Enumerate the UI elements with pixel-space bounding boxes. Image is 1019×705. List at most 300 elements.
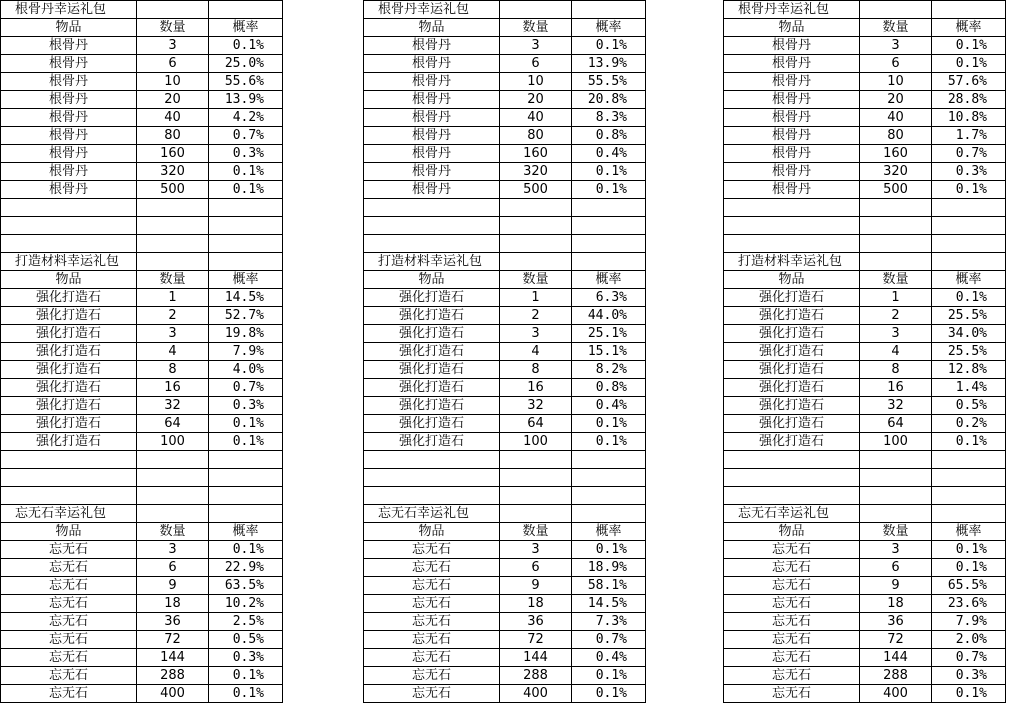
prob-cell[interactable]: 44.0% — [572, 307, 646, 325]
empty-cell[interactable] — [572, 469, 646, 487]
item-cell[interactable]: 根骨丹 — [1, 55, 137, 73]
item-cell[interactable]: 根骨丹 — [364, 37, 500, 55]
prob-cell[interactable]: 34.0% — [932, 325, 1006, 343]
item-cell[interactable]: 忘无石 — [1, 541, 137, 559]
item-cell[interactable]: 忘无石 — [724, 577, 860, 595]
qty-cell[interactable]: 3 — [137, 37, 209, 55]
qty-cell[interactable]: 64 — [860, 415, 932, 433]
item-cell[interactable]: 根骨丹 — [724, 145, 860, 163]
qty-cell[interactable]: 4 — [137, 343, 209, 361]
empty-cell[interactable] — [572, 505, 646, 523]
empty-cell[interactable] — [932, 487, 1006, 505]
prob-cell[interactable]: 0.7% — [932, 649, 1006, 667]
empty-cell[interactable] — [724, 451, 860, 469]
item-cell[interactable]: 根骨丹 — [1, 163, 137, 181]
item-cell[interactable]: 忘无石 — [364, 595, 500, 613]
prob-cell[interactable]: 0.1% — [209, 433, 283, 451]
qty-cell[interactable]: 80 — [500, 127, 572, 145]
qty-cell[interactable]: 3 — [860, 325, 932, 343]
item-cell[interactable]: 强化打造石 — [724, 379, 860, 397]
item-cell[interactable]: 忘无石 — [364, 631, 500, 649]
empty-cell[interactable] — [209, 235, 283, 253]
item-cell[interactable]: 忘无石 — [724, 649, 860, 667]
prob-cell[interactable]: 7.9% — [932, 613, 1006, 631]
empty-cell[interactable] — [860, 469, 932, 487]
header-item-cell[interactable]: 物品 — [364, 19, 500, 37]
item-cell[interactable]: 强化打造石 — [724, 397, 860, 415]
qty-cell[interactable]: 320 — [137, 163, 209, 181]
qty-cell[interactable]: 10 — [860, 73, 932, 91]
item-cell[interactable]: 根骨丹 — [364, 109, 500, 127]
empty-cell[interactable] — [572, 487, 646, 505]
qty-cell[interactable]: 36 — [860, 613, 932, 631]
item-cell[interactable]: 强化打造石 — [724, 343, 860, 361]
item-cell[interactable]: 强化打造石 — [724, 433, 860, 451]
prob-cell[interactable]: 0.4% — [572, 397, 646, 415]
qty-cell[interactable]: 144 — [500, 649, 572, 667]
prob-cell[interactable]: 0.1% — [572, 541, 646, 559]
prob-cell[interactable]: 55.6% — [209, 73, 283, 91]
prob-cell[interactable]: 0.1% — [572, 415, 646, 433]
qty-cell[interactable]: 2 — [860, 307, 932, 325]
qty-cell[interactable]: 16 — [500, 379, 572, 397]
empty-cell[interactable] — [724, 235, 860, 253]
prob-cell[interactable]: 0.1% — [932, 433, 1006, 451]
empty-cell[interactable] — [500, 199, 572, 217]
empty-cell[interactable] — [1, 217, 137, 235]
prob-cell[interactable]: 0.1% — [932, 55, 1006, 73]
qty-cell[interactable]: 4 — [860, 343, 932, 361]
prob-cell[interactable]: 0.3% — [932, 163, 1006, 181]
qty-cell[interactable]: 64 — [137, 415, 209, 433]
item-cell[interactable]: 强化打造石 — [364, 289, 500, 307]
prob-cell[interactable]: 4.0% — [209, 361, 283, 379]
empty-cell[interactable] — [932, 1, 1006, 19]
qty-cell[interactable]: 40 — [137, 109, 209, 127]
prob-cell[interactable]: 0.5% — [209, 631, 283, 649]
empty-cell[interactable] — [1, 199, 137, 217]
qty-cell[interactable]: 320 — [860, 163, 932, 181]
qty-cell[interactable]: 9 — [137, 577, 209, 595]
item-cell[interactable]: 根骨丹 — [1, 37, 137, 55]
empty-cell[interactable] — [364, 487, 500, 505]
qty-cell[interactable]: 6 — [137, 559, 209, 577]
empty-cell[interactable] — [209, 469, 283, 487]
prob-cell[interactable]: 1.4% — [932, 379, 1006, 397]
qty-cell[interactable]: 160 — [137, 145, 209, 163]
qty-cell[interactable]: 9 — [500, 577, 572, 595]
empty-cell[interactable] — [500, 235, 572, 253]
item-cell[interactable]: 忘无石 — [1, 685, 137, 703]
prob-cell[interactable]: 8.2% — [572, 361, 646, 379]
empty-cell[interactable] — [1, 487, 137, 505]
header-prob-cell[interactable]: 概率 — [209, 271, 283, 289]
qty-cell[interactable]: 18 — [860, 595, 932, 613]
table-title-cell[interactable]: 根骨丹幸运礼包 — [364, 1, 500, 19]
qty-cell[interactable]: 400 — [860, 685, 932, 703]
qty-cell[interactable]: 64 — [500, 415, 572, 433]
empty-cell[interactable] — [860, 1, 932, 19]
item-cell[interactable]: 根骨丹 — [364, 181, 500, 199]
header-qty-cell[interactable]: 数量 — [860, 19, 932, 37]
empty-cell[interactable] — [209, 1, 283, 19]
item-cell[interactable]: 根骨丹 — [1, 181, 137, 199]
empty-cell[interactable] — [364, 469, 500, 487]
prob-cell[interactable]: 0.7% — [932, 145, 1006, 163]
prob-cell[interactable]: 0.1% — [932, 559, 1006, 577]
empty-cell[interactable] — [860, 217, 932, 235]
header-qty-cell[interactable]: 数量 — [860, 523, 932, 541]
item-cell[interactable]: 强化打造石 — [364, 415, 500, 433]
header-item-cell[interactable]: 物品 — [364, 271, 500, 289]
item-cell[interactable]: 强化打造石 — [364, 379, 500, 397]
empty-cell[interactable] — [932, 505, 1006, 523]
prob-cell[interactable]: 0.1% — [209, 415, 283, 433]
header-qty-cell[interactable]: 数量 — [137, 271, 209, 289]
qty-cell[interactable]: 8 — [860, 361, 932, 379]
item-cell[interactable]: 忘无石 — [364, 577, 500, 595]
prob-cell[interactable]: 0.1% — [572, 163, 646, 181]
empty-cell[interactable] — [572, 1, 646, 19]
item-cell[interactable]: 根骨丹 — [364, 127, 500, 145]
prob-cell[interactable]: 25.0% — [209, 55, 283, 73]
qty-cell[interactable]: 3 — [500, 541, 572, 559]
prob-cell[interactable]: 13.9% — [572, 55, 646, 73]
item-cell[interactable]: 忘无石 — [724, 595, 860, 613]
prob-cell[interactable]: 0.1% — [209, 37, 283, 55]
empty-cell[interactable] — [860, 505, 932, 523]
qty-cell[interactable]: 3 — [500, 325, 572, 343]
prob-cell[interactable]: 25.5% — [932, 307, 1006, 325]
item-cell[interactable]: 根骨丹 — [724, 127, 860, 145]
qty-cell[interactable]: 500 — [500, 181, 572, 199]
item-cell[interactable]: 忘无石 — [1, 631, 137, 649]
header-qty-cell[interactable]: 数量 — [500, 271, 572, 289]
prob-cell[interactable]: 0.1% — [932, 541, 1006, 559]
empty-cell[interactable] — [137, 235, 209, 253]
prob-cell[interactable]: 10.8% — [932, 109, 1006, 127]
item-cell[interactable]: 强化打造石 — [1, 433, 137, 451]
header-prob-cell[interactable]: 概率 — [572, 523, 646, 541]
qty-cell[interactable]: 32 — [860, 397, 932, 415]
prob-cell[interactable]: 22.9% — [209, 559, 283, 577]
prob-cell[interactable]: 0.1% — [572, 181, 646, 199]
empty-cell[interactable] — [932, 217, 1006, 235]
empty-cell[interactable] — [137, 469, 209, 487]
empty-cell[interactable] — [500, 505, 572, 523]
item-cell[interactable]: 忘无石 — [1, 613, 137, 631]
empty-cell[interactable] — [500, 1, 572, 19]
qty-cell[interactable]: 6 — [860, 55, 932, 73]
qty-cell[interactable]: 400 — [500, 685, 572, 703]
qty-cell[interactable]: 288 — [860, 667, 932, 685]
prob-cell[interactable]: 7.3% — [572, 613, 646, 631]
prob-cell[interactable]: 25.5% — [932, 343, 1006, 361]
empty-cell[interactable] — [724, 487, 860, 505]
qty-cell[interactable]: 32 — [137, 397, 209, 415]
item-cell[interactable]: 忘无石 — [1, 667, 137, 685]
empty-cell[interactable] — [364, 235, 500, 253]
table-title-cell[interactable]: 根骨丹幸运礼包 — [724, 1, 860, 19]
prob-cell[interactable]: 0.1% — [209, 667, 283, 685]
table-title-cell[interactable]: 忘无石幸运礼包 — [724, 505, 860, 523]
empty-cell[interactable] — [1, 235, 137, 253]
empty-cell[interactable] — [364, 199, 500, 217]
table-title-cell[interactable]: 忘无石幸运礼包 — [364, 505, 500, 523]
prob-cell[interactable]: 0.1% — [932, 37, 1006, 55]
item-cell[interactable]: 强化打造石 — [724, 325, 860, 343]
qty-cell[interactable]: 2 — [500, 307, 572, 325]
item-cell[interactable]: 根骨丹 — [364, 91, 500, 109]
prob-cell[interactable]: 28.8% — [932, 91, 1006, 109]
empty-cell[interactable] — [364, 451, 500, 469]
item-cell[interactable]: 强化打造石 — [1, 307, 137, 325]
qty-cell[interactable]: 36 — [137, 613, 209, 631]
item-cell[interactable]: 忘无石 — [1, 559, 137, 577]
prob-cell[interactable]: 4.2% — [209, 109, 283, 127]
prob-cell[interactable]: 15.1% — [572, 343, 646, 361]
item-cell[interactable]: 根骨丹 — [724, 37, 860, 55]
header-prob-cell[interactable]: 概率 — [932, 523, 1006, 541]
qty-cell[interactable]: 6 — [860, 559, 932, 577]
prob-cell[interactable]: 0.3% — [932, 667, 1006, 685]
item-cell[interactable]: 强化打造石 — [364, 307, 500, 325]
qty-cell[interactable]: 16 — [860, 379, 932, 397]
header-item-cell[interactable]: 物品 — [1, 523, 137, 541]
empty-cell[interactable] — [724, 199, 860, 217]
prob-cell[interactable]: 12.8% — [932, 361, 1006, 379]
header-qty-cell[interactable]: 数量 — [500, 19, 572, 37]
item-cell[interactable]: 根骨丹 — [364, 73, 500, 91]
item-cell[interactable]: 强化打造石 — [1, 325, 137, 343]
empty-cell[interactable] — [209, 199, 283, 217]
prob-cell[interactable]: 65.5% — [932, 577, 1006, 595]
prob-cell[interactable]: 13.9% — [209, 91, 283, 109]
item-cell[interactable]: 根骨丹 — [1, 127, 137, 145]
qty-cell[interactable]: 500 — [137, 181, 209, 199]
item-cell[interactable]: 根骨丹 — [364, 55, 500, 73]
header-prob-cell[interactable]: 概率 — [932, 271, 1006, 289]
header-qty-cell[interactable]: 数量 — [137, 19, 209, 37]
item-cell[interactable]: 强化打造石 — [364, 397, 500, 415]
prob-cell[interactable]: 14.5% — [572, 595, 646, 613]
table-title-cell[interactable]: 打造材料幸运礼包 — [724, 253, 860, 271]
qty-cell[interactable]: 72 — [137, 631, 209, 649]
qty-cell[interactable]: 100 — [500, 433, 572, 451]
empty-cell[interactable] — [137, 505, 209, 523]
prob-cell[interactable]: 0.1% — [209, 181, 283, 199]
prob-cell[interactable]: 0.7% — [209, 127, 283, 145]
qty-cell[interactable]: 144 — [860, 649, 932, 667]
prob-cell[interactable]: 23.6% — [932, 595, 1006, 613]
empty-cell[interactable] — [209, 451, 283, 469]
empty-cell[interactable] — [500, 253, 572, 271]
prob-cell[interactable]: 8.3% — [572, 109, 646, 127]
qty-cell[interactable]: 3 — [137, 541, 209, 559]
qty-cell[interactable]: 80 — [860, 127, 932, 145]
item-cell[interactable]: 忘无石 — [1, 649, 137, 667]
empty-cell[interactable] — [364, 217, 500, 235]
item-cell[interactable]: 根骨丹 — [364, 163, 500, 181]
header-prob-cell[interactable]: 概率 — [572, 271, 646, 289]
qty-cell[interactable]: 32 — [500, 397, 572, 415]
qty-cell[interactable]: 3 — [860, 37, 932, 55]
prob-cell[interactable]: 0.1% — [209, 541, 283, 559]
empty-cell[interactable] — [137, 451, 209, 469]
qty-cell[interactable]: 72 — [500, 631, 572, 649]
empty-cell[interactable] — [500, 487, 572, 505]
prob-cell[interactable]: 0.4% — [572, 649, 646, 667]
item-cell[interactable]: 忘无石 — [364, 667, 500, 685]
item-cell[interactable]: 根骨丹 — [1, 145, 137, 163]
empty-cell[interactable] — [724, 217, 860, 235]
item-cell[interactable]: 忘无石 — [724, 667, 860, 685]
item-cell[interactable]: 忘无石 — [1, 595, 137, 613]
empty-cell[interactable] — [860, 253, 932, 271]
prob-cell[interactable]: 0.5% — [932, 397, 1006, 415]
prob-cell[interactable]: 0.3% — [209, 397, 283, 415]
empty-cell[interactable] — [209, 505, 283, 523]
item-cell[interactable]: 强化打造石 — [364, 433, 500, 451]
header-qty-cell[interactable]: 数量 — [860, 271, 932, 289]
prob-cell[interactable]: 0.7% — [209, 379, 283, 397]
prob-cell[interactable]: 19.8% — [209, 325, 283, 343]
qty-cell[interactable]: 3 — [860, 541, 932, 559]
empty-cell[interactable] — [932, 199, 1006, 217]
empty-cell[interactable] — [572, 199, 646, 217]
qty-cell[interactable]: 6 — [500, 55, 572, 73]
qty-cell[interactable]: 144 — [137, 649, 209, 667]
item-cell[interactable]: 忘无石 — [724, 541, 860, 559]
table-title-cell[interactable]: 根骨丹幸运礼包 — [1, 1, 137, 19]
item-cell[interactable]: 强化打造石 — [724, 361, 860, 379]
empty-cell[interactable] — [137, 199, 209, 217]
item-cell[interactable]: 强化打造石 — [724, 307, 860, 325]
qty-cell[interactable]: 4 — [500, 343, 572, 361]
qty-cell[interactable]: 100 — [137, 433, 209, 451]
header-item-cell[interactable]: 物品 — [1, 271, 137, 289]
qty-cell[interactable]: 6 — [500, 559, 572, 577]
prob-cell[interactable]: 52.7% — [209, 307, 283, 325]
qty-cell[interactable]: 8 — [137, 361, 209, 379]
prob-cell[interactable]: 58.1% — [572, 577, 646, 595]
prob-cell[interactable]: 14.5% — [209, 289, 283, 307]
item-cell[interactable]: 忘无石 — [364, 685, 500, 703]
prob-cell[interactable]: 55.5% — [572, 73, 646, 91]
item-cell[interactable]: 忘无石 — [724, 631, 860, 649]
qty-cell[interactable]: 2 — [137, 307, 209, 325]
qty-cell[interactable]: 160 — [500, 145, 572, 163]
prob-cell[interactable]: 0.1% — [572, 685, 646, 703]
item-cell[interactable]: 根骨丹 — [724, 109, 860, 127]
empty-cell[interactable] — [500, 217, 572, 235]
empty-cell[interactable] — [572, 451, 646, 469]
prob-cell[interactable]: 20.8% — [572, 91, 646, 109]
item-cell[interactable]: 强化打造石 — [1, 289, 137, 307]
qty-cell[interactable]: 160 — [860, 145, 932, 163]
qty-cell[interactable]: 72 — [860, 631, 932, 649]
table-title-cell[interactable]: 忘无石幸运礼包 — [1, 505, 137, 523]
qty-cell[interactable]: 20 — [500, 91, 572, 109]
qty-cell[interactable]: 10 — [137, 73, 209, 91]
prob-cell[interactable]: 0.1% — [932, 181, 1006, 199]
item-cell[interactable]: 忘无石 — [724, 685, 860, 703]
item-cell[interactable]: 根骨丹 — [364, 145, 500, 163]
prob-cell[interactable]: 7.9% — [209, 343, 283, 361]
prob-cell[interactable]: 18.9% — [572, 559, 646, 577]
prob-cell[interactable]: 0.2% — [932, 415, 1006, 433]
prob-cell[interactable]: 10.2% — [209, 595, 283, 613]
qty-cell[interactable]: 36 — [500, 613, 572, 631]
item-cell[interactable]: 忘无石 — [724, 613, 860, 631]
item-cell[interactable]: 强化打造石 — [724, 415, 860, 433]
item-cell[interactable]: 强化打造石 — [724, 289, 860, 307]
empty-cell[interactable] — [137, 253, 209, 271]
prob-cell[interactable]: 0.1% — [209, 163, 283, 181]
item-cell[interactable]: 强化打造石 — [1, 361, 137, 379]
empty-cell[interactable] — [572, 253, 646, 271]
prob-cell[interactable]: 25.1% — [572, 325, 646, 343]
prob-cell[interactable]: 57.6% — [932, 73, 1006, 91]
empty-cell[interactable] — [137, 217, 209, 235]
header-item-cell[interactable]: 物品 — [724, 19, 860, 37]
qty-cell[interactable]: 20 — [860, 91, 932, 109]
prob-cell[interactable]: 0.1% — [209, 685, 283, 703]
qty-cell[interactable]: 10 — [500, 73, 572, 91]
empty-cell[interactable] — [209, 253, 283, 271]
item-cell[interactable]: 强化打造石 — [1, 379, 137, 397]
item-cell[interactable]: 根骨丹 — [724, 55, 860, 73]
item-cell[interactable]: 强化打造石 — [364, 325, 500, 343]
item-cell[interactable]: 忘无石 — [364, 649, 500, 667]
prob-cell[interactable]: 2.5% — [209, 613, 283, 631]
qty-cell[interactable]: 3 — [500, 37, 572, 55]
empty-cell[interactable] — [137, 487, 209, 505]
qty-cell[interactable]: 18 — [137, 595, 209, 613]
header-prob-cell[interactable]: 概率 — [209, 19, 283, 37]
empty-cell[interactable] — [860, 199, 932, 217]
prob-cell[interactable]: 0.1% — [932, 685, 1006, 703]
qty-cell[interactable]: 288 — [500, 667, 572, 685]
header-item-cell[interactable]: 物品 — [1, 19, 137, 37]
prob-cell[interactable]: 0.8% — [572, 127, 646, 145]
empty-cell[interactable] — [209, 487, 283, 505]
header-item-cell[interactable]: 物品 — [724, 271, 860, 289]
empty-cell[interactable] — [932, 451, 1006, 469]
item-cell[interactable]: 忘无石 — [1, 577, 137, 595]
item-cell[interactable]: 忘无石 — [364, 541, 500, 559]
item-cell[interactable]: 强化打造石 — [1, 415, 137, 433]
empty-cell[interactable] — [1, 469, 137, 487]
empty-cell[interactable] — [932, 253, 1006, 271]
empty-cell[interactable] — [500, 469, 572, 487]
prob-cell[interactable]: 0.3% — [209, 145, 283, 163]
empty-cell[interactable] — [209, 217, 283, 235]
qty-cell[interactable]: 1 — [137, 289, 209, 307]
empty-cell[interactable] — [932, 469, 1006, 487]
item-cell[interactable]: 根骨丹 — [724, 181, 860, 199]
empty-cell[interactable] — [724, 469, 860, 487]
header-item-cell[interactable]: 物品 — [724, 523, 860, 541]
item-cell[interactable]: 根骨丹 — [1, 73, 137, 91]
header-qty-cell[interactable]: 数量 — [137, 523, 209, 541]
prob-cell[interactable]: 0.1% — [572, 37, 646, 55]
empty-cell[interactable] — [1, 451, 137, 469]
qty-cell[interactable]: 3 — [137, 325, 209, 343]
qty-cell[interactable]: 500 — [860, 181, 932, 199]
prob-cell[interactable]: 2.0% — [932, 631, 1006, 649]
header-prob-cell[interactable]: 概率 — [209, 523, 283, 541]
